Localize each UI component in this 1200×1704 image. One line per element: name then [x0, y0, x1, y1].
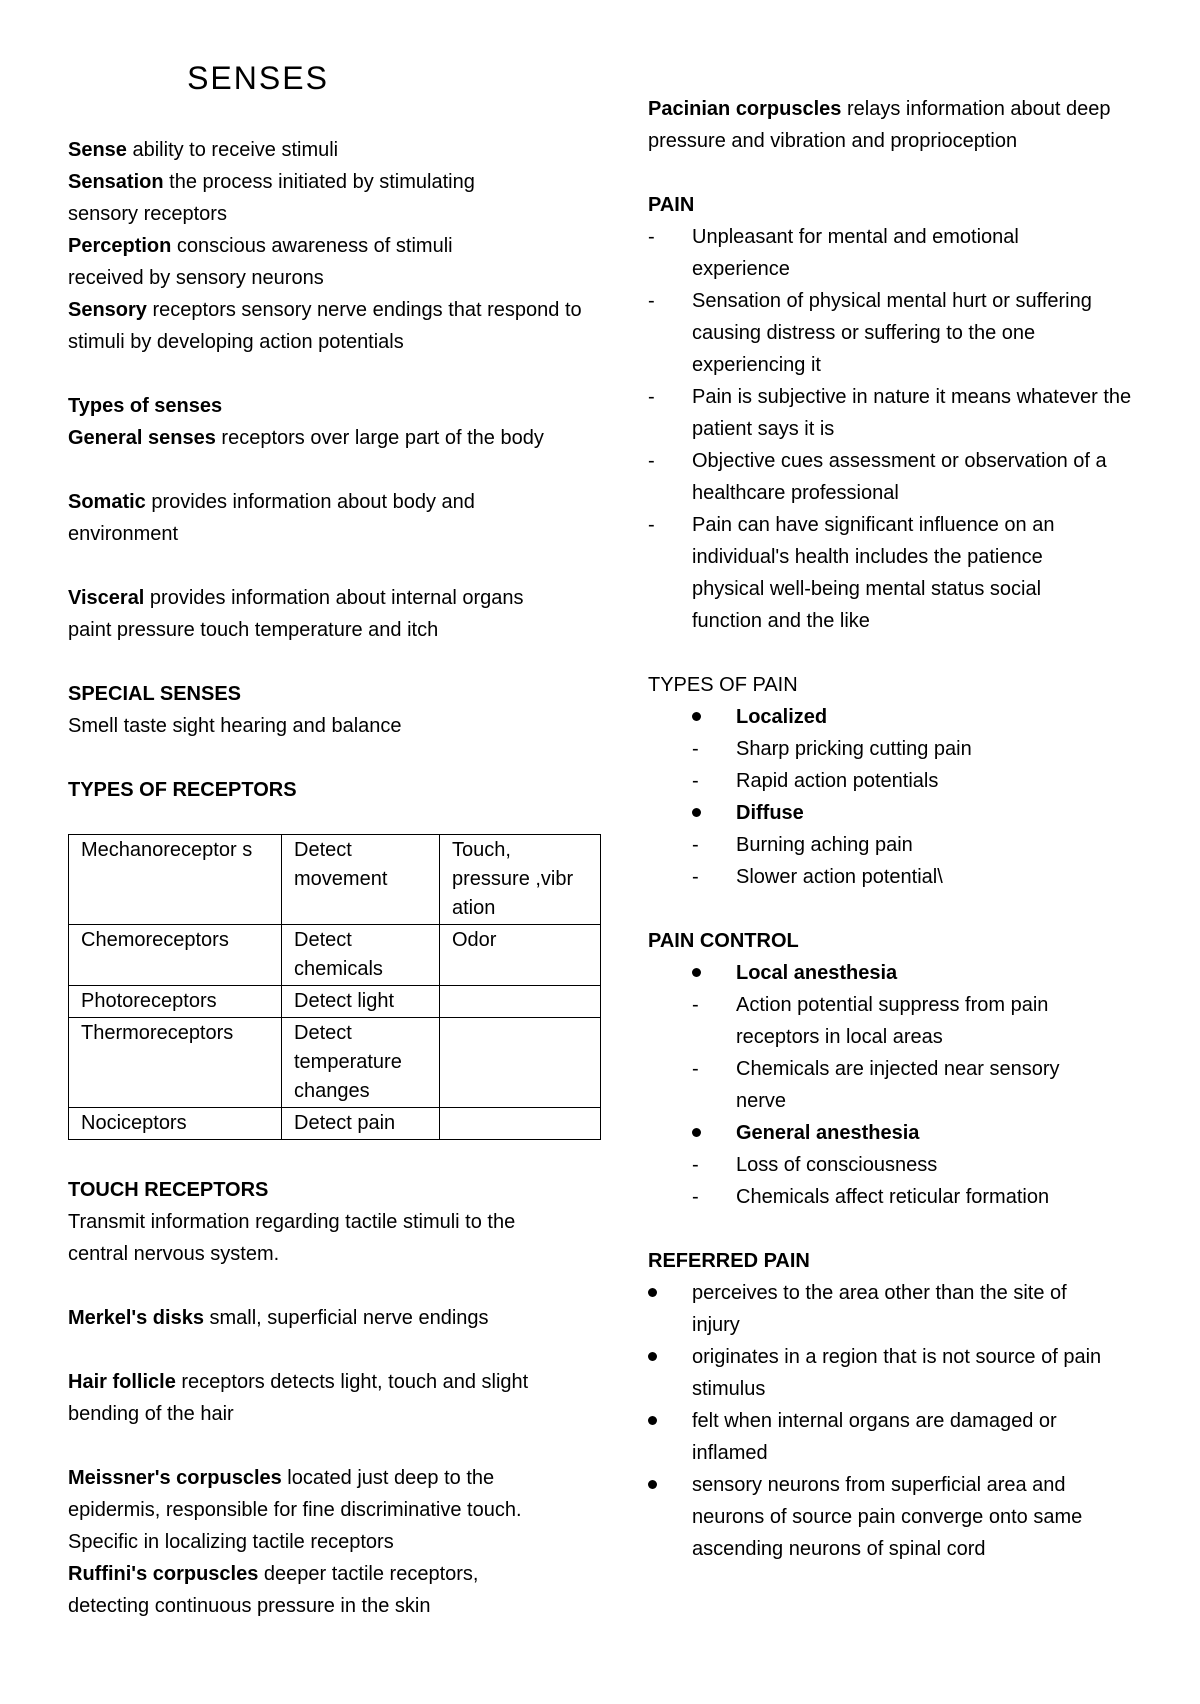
table-cell: Detect chemicals: [282, 925, 440, 986]
table-cell: Chemoreceptors: [69, 925, 282, 986]
referred-heading: REFERRED PAIN: [648, 1250, 810, 1272]
pain-control-heading: PAIN CONTROL: [648, 930, 799, 952]
list-item: Localized: [648, 701, 1148, 733]
table-row: [69, 986, 601, 1018]
bullet-icon: [692, 957, 722, 989]
pain-control-list: [648, 957, 1148, 1213]
referred-pain-block: [648, 1245, 1148, 1565]
table-cell: Nociceptors: [69, 1108, 282, 1140]
bullet-icon: [648, 1469, 678, 1501]
list-item: - Chemicals affect reticular formation: [692, 1186, 1050, 1208]
list-item: - Action potential suppress from pain receptors in local areas: [692, 994, 1049, 1048]
table-cell: [440, 986, 601, 1018]
table-cell: [440, 1108, 601, 1140]
list-item: perceives to the area other than the site of injury: [648, 1277, 1148, 1341]
bullet-icon: [648, 1405, 678, 1437]
pain-block: [648, 189, 1148, 637]
table-row: [69, 835, 601, 925]
receptors-heading: TYPES OF RECEPTORS: [68, 779, 297, 801]
pacinian-block: [648, 93, 1148, 157]
list-item: Local anesthesia: [648, 957, 1148, 989]
table-row: [69, 1108, 601, 1140]
pain-control-block: [648, 925, 1148, 1213]
definition-sensation: Sensation the process initiated by stimulating sensory receptors: [68, 171, 475, 225]
somatic-senses: Somatic provides information about body and environment: [68, 491, 475, 545]
table-cell: Detect temperature changes: [282, 1018, 440, 1108]
table-cell: Touch, pressure ,vibr ation: [440, 835, 601, 925]
list-item: General anesthesia: [648, 1117, 1148, 1149]
receptors-table: [68, 834, 601, 1140]
types-of-senses-block: [68, 390, 608, 806]
ruffini-corpuscles: Ruffini's corpuscles deeper tactile receptors, detecting continuous pressure in the skin: [68, 1563, 479, 1617]
types-of-pain-heading: TYPES OF PAIN: [648, 674, 798, 696]
list-item: - Sharp pricking cutting pain: [692, 738, 972, 760]
types-heading: Types of senses: [68, 395, 223, 417]
bullet-icon: [648, 1277, 678, 1309]
special-senses-heading: SPECIAL SENSES: [68, 683, 242, 705]
list-item: - Unpleasant for mental and emotional experience: [648, 226, 1019, 280]
touch-receptors-block: [68, 1174, 608, 1622]
list-item: Diffuse: [648, 797, 1148, 829]
general-senses: General senses receptors over large part of the body: [68, 427, 544, 449]
touch-heading: TOUCH RECEPTORS: [68, 1179, 269, 1201]
referred-list: [648, 1277, 1148, 1565]
list-item: - Rapid action potentials: [692, 770, 939, 792]
list-item: - Pain can have significant influence on an individual's health includes the patience physical well-being mental status social function and the like: [648, 514, 1055, 632]
special-senses-text: Smell taste sight hearing and balance: [68, 715, 402, 737]
bullet-icon: [692, 1117, 722, 1149]
merkel-disks: Merkel's disks small, superficial nerve endings: [68, 1307, 489, 1329]
list-item: felt when internal organs are damaged or inflamed: [648, 1405, 1148, 1469]
pacinian-corpuscles: Pacinian corpuscles relays information about deep pressure and vibration and proprioception: [648, 98, 1111, 152]
table-cell: Detect movement: [282, 835, 440, 925]
receptors-table-wrap: [68, 834, 608, 1140]
definitions-block: [68, 134, 608, 358]
list-item: - Sensation of physical mental hurt or suffering causing distress or suffering to the one experiencing it: [648, 290, 1092, 376]
list-item: - Slower action potential\: [692, 866, 943, 888]
table-cell: Photoreceptors: [69, 986, 282, 1018]
table-cell: [440, 1018, 601, 1108]
table-row: [69, 925, 601, 986]
list-item: - Objective cues assessment or observation of a healthcare professional: [648, 450, 1107, 504]
definition-sense: Sense ability to receive stimuli: [68, 139, 339, 161]
table-row: [69, 1018, 601, 1108]
touch-text: Transmit information regarding tactile stimuli to the central nervous system.: [68, 1211, 516, 1265]
pain-heading: PAIN: [648, 194, 695, 216]
definition-perception: Perception conscious awareness of stimuli received by sensory neurons: [68, 235, 453, 289]
definition-sensory: Sensory receptors sensory nerve endings that respond to stimuli by developing action potentials: [68, 299, 582, 353]
list-item: originates in a region that is not source of pain stimulus: [648, 1341, 1148, 1405]
bullet-icon: [692, 701, 722, 733]
table-cell: Detect light: [282, 986, 440, 1018]
table-cell: Odor: [440, 925, 601, 986]
visceral-senses: Visceral provides information about internal organs paint pressure touch temperature and itch: [68, 587, 524, 641]
bullet-icon: [648, 1341, 678, 1373]
page-title: SENSES: [187, 60, 329, 96]
list-item: - Chemicals are injected near sensory nerve: [692, 1058, 1060, 1112]
meissner-corpuscles: Meissner's corpuscles located just deep to the epidermis, responsible for fine discriminative touch. Specific in localizing tactile receptors: [68, 1467, 522, 1553]
list-item: sensory neurons from superficial area and neurons of source pain converge onto same ascending neurons of spinal cord: [648, 1469, 1148, 1565]
bullet-icon: [692, 797, 722, 829]
types-of-pain-list: [648, 701, 1148, 893]
table-cell: Thermoreceptors: [69, 1018, 282, 1108]
table-cell: Detect pain: [282, 1108, 440, 1140]
types-of-pain-block: [648, 669, 1148, 893]
table-cell: Mechanoreceptor s: [69, 835, 282, 925]
list-item: - Loss of consciousness: [692, 1154, 938, 1176]
list-item: - Burning aching pain: [692, 834, 913, 856]
pain-list: [648, 221, 1148, 637]
hair-follicle: Hair follicle receptors detects light, touch and slight bending of the hair: [68, 1371, 529, 1425]
list-item: - Pain is subjective in nature it means whatever the patient says it is: [648, 386, 1132, 440]
